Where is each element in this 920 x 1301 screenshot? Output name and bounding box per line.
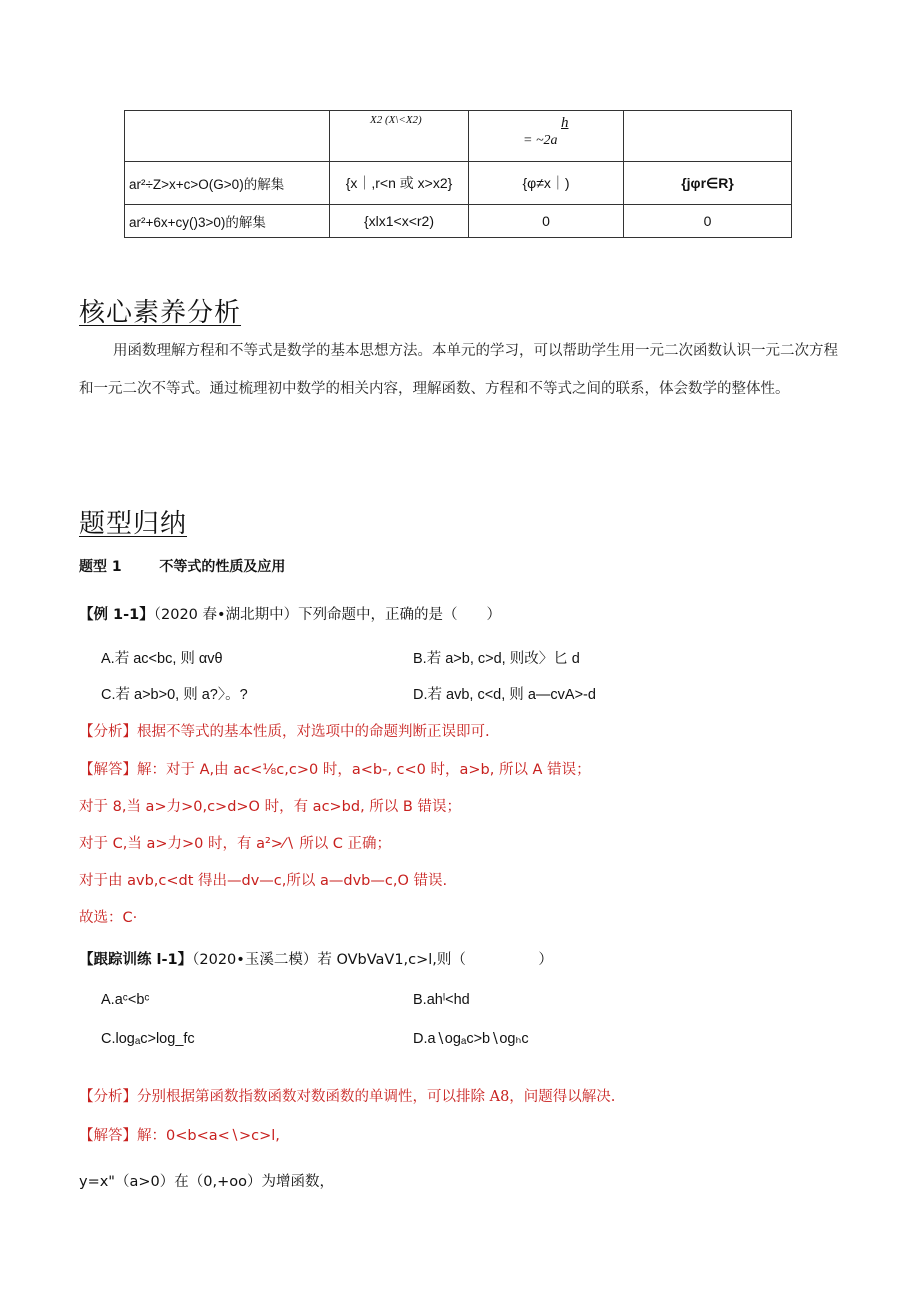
example-source: （2020 春•湖北期中）下列命题中，正确的是（ ）: [153, 607, 502, 623]
table-cell: ar²÷Z>x+c>O(G>0)的解集: [125, 162, 330, 205]
analysis-text: 分别根据第函数指数函数对数函数的单调性，可以排除 A8，问题得以解决.: [137, 1089, 616, 1105]
table-row: [125, 111, 792, 162]
answer-text: 解：对于 A,由 ac<⅛c,c>0 时，a<b-, c<0 时，a>b, 所以 A 错误；: [137, 762, 591, 778]
table-cell: [469, 111, 624, 162]
table-cell: 0: [624, 205, 792, 238]
training-heading: [79, 948, 553, 969]
solution-set-table: [124, 110, 792, 238]
example-option-b: B.若 a>b, c>d, 则改〉匕 d: [413, 651, 580, 667]
fraction-numerator: h: [561, 115, 569, 131]
table-cell: [125, 111, 330, 162]
training-answer-line-1: [79, 1124, 280, 1145]
topic-heading: [79, 556, 285, 576]
topic-label: 题型 1: [79, 559, 122, 575]
answer-tag: 【解答】: [79, 1128, 137, 1144]
training-option-c: C.logₐc>log_fc: [101, 1031, 195, 1047]
fraction-denominator: = ~2a: [523, 133, 558, 148]
example-answer-line-2: 对于 8,当 a>力>0,c>d>O 时，有 ac>bd, 所以 B 错误；: [79, 799, 461, 815]
table-cell: {xlx1<x<r2): [330, 205, 469, 238]
core-literacy-paragraph: 用函数理解方程和不等式是数学的基本思想方法。本单元的学习，可以帮助学生用一元二次函数认识一元二次方程和一元二次不等式。通过梳理初中数学的相关内容，理解函数、方程和不等式之间的联系，体会数学的整体性。: [79, 343, 838, 397]
table-cell: [624, 111, 792, 162]
example-answer-line-3: 对于 C,当 a>力>0 时，有 a²>⁄∖ 所以 C 正确；: [79, 836, 392, 852]
example-answer-line-4: 对于由 avb,c<dt 得出—dv—c,所以 a—dvb—c,O 错误.: [79, 873, 448, 889]
table-cell: {jφr∈R}: [624, 162, 792, 205]
table-cell: ar²+6x+cy()3>0)的解集: [125, 205, 330, 238]
roots-label: X2 (X\<X2): [370, 114, 422, 126]
analysis-tag: 【分析】: [79, 724, 137, 740]
table-row: [125, 205, 792, 238]
example-answer-line-1: [79, 758, 591, 779]
example-choice: 故选：C·: [79, 910, 138, 926]
answer-text: 解：0<b<a<∖>c>l,: [137, 1128, 280, 1144]
example-option-a: A.若 ac<bc, 则 αvθ: [101, 651, 223, 667]
training-option-d: D.a∖ogₐc>b∖ogₕc: [413, 1031, 529, 1047]
table-row: [125, 162, 792, 205]
analysis-tag: 【分析】: [79, 1089, 137, 1105]
example-heading: [79, 603, 501, 624]
table-cell: {φ≠x｜): [469, 162, 624, 205]
example-option-d: D.若 avb, c<d, 则 a—cvA>-d: [413, 687, 596, 703]
example-tag: 【例 1-1】: [79, 607, 154, 623]
training-answer-line-2: y=x"（a>0）在（0,+oo）为增函数，: [79, 1174, 334, 1190]
training-analysis: [79, 1085, 615, 1106]
training-option-a: A.aᶜ<bᶜ: [101, 992, 150, 1008]
training-source: （2020•玉溪二模）若 OVbVaV1,c>l,则（ ）: [192, 952, 553, 968]
table-cell: 0: [469, 205, 624, 238]
example-option-c: C.若 a>b>0, 则 a?〉。?: [101, 687, 248, 703]
table-cell: [330, 111, 469, 162]
example-analysis: [79, 720, 490, 741]
section-title-question-types: 题型归纳: [79, 509, 188, 539]
section-title-core-literacy: 核心素养分析: [79, 298, 242, 328]
table-cell: {x｜,r<n 或 x>x2}: [330, 162, 469, 205]
analysis-text: 根据不等式的基本性质，对选项中的命题判断正误即可.: [137, 724, 490, 740]
topic-title: 不等式的性质及应用: [159, 559, 286, 575]
answer-tag: 【解答】: [79, 762, 137, 778]
training-option-b: B.ahˡ<hd: [413, 992, 470, 1008]
training-tag: 【跟踪训练 l-1】: [79, 952, 193, 968]
